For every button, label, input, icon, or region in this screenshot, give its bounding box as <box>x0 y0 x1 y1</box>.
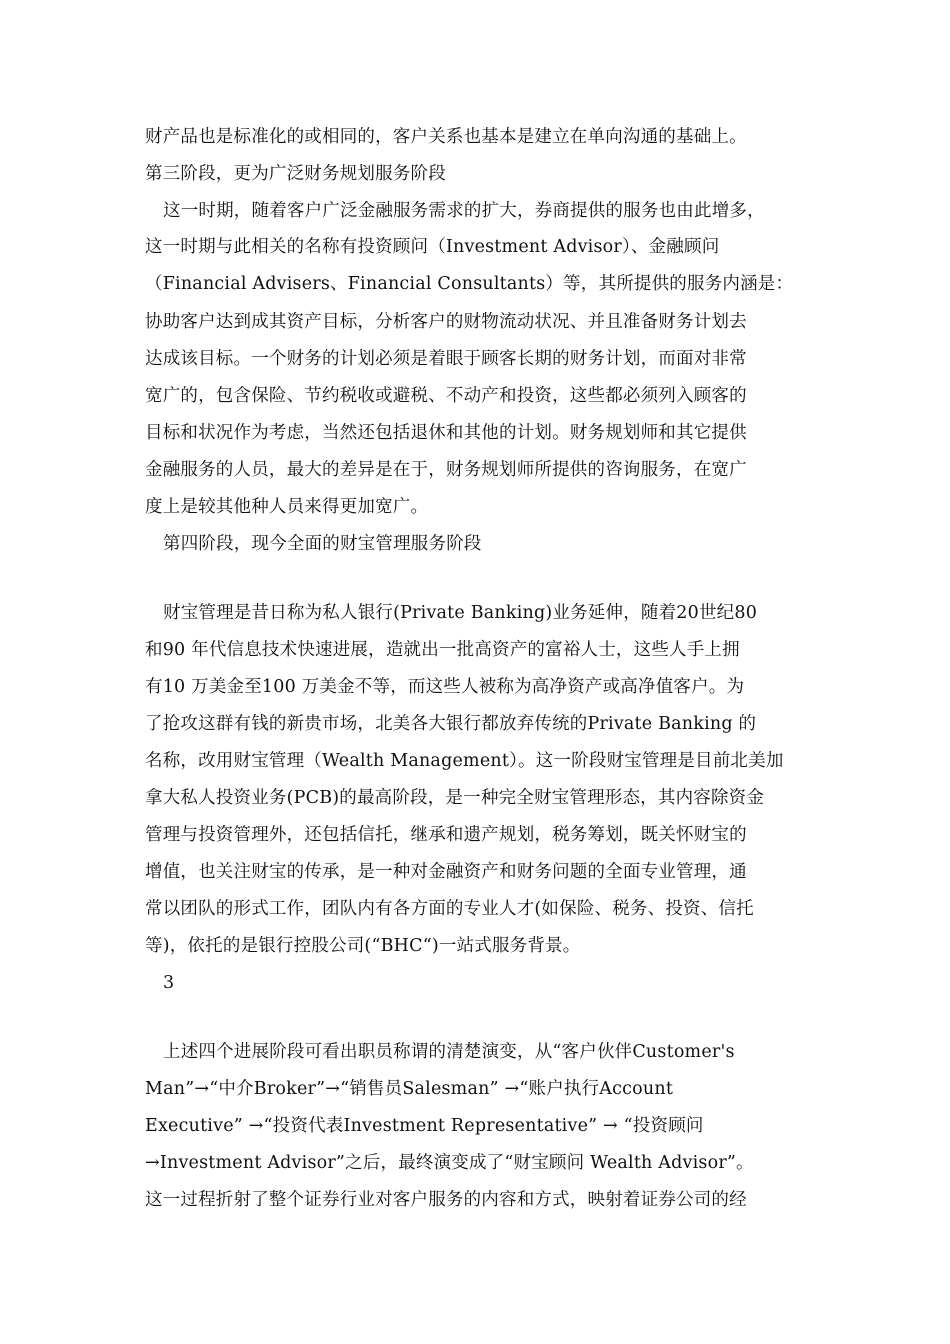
text-line: 拿大私人投资业务(PCB)的最高阶段，是一种完全财宝管理形态，其内容除资金 <box>145 788 765 808</box>
text-line: 这一时期与此相关的名称有投资顾问（Investment Advisor）、金融顾问 <box>145 237 720 257</box>
text-line: 名称，改用财宝管理（Wealth Management）。这一阶段财宝管理是目前北美加 <box>145 751 784 771</box>
text-line: Executive” →“投资代表Investment Representative” → “投资顾问 <box>145 1116 704 1136</box>
text-line: 管理与投资管理外，还包括信托，继承和遗产规划，税务筹划，既关怀财宝的 <box>145 825 747 845</box>
text-line: 目标和状况作为考虑，当然还包括退休和其他的计划。财务规划师和其它提供 <box>145 423 747 443</box>
text-line: 有10 万美金至100 万美金不等，而这些人被称为高净资产或高净值客户。为 <box>145 677 745 697</box>
text-line: 上述四个进展阶段可看出职员称谓的清楚演变，从“客户伙伴Customer's <box>163 1042 735 1062</box>
text-line: 这一时期，随着客户广泛金融服务需求的扩大，券商提供的服务也由此增多， <box>163 201 765 221</box>
text-line: 度上是较其他种人员来得更加宽广。 <box>145 497 429 517</box>
text-line: 达成该目标。一个财务的计划必须是着眼于顾客长期的财务计划，而面对非常 <box>145 349 747 369</box>
section-heading: 第四阶段，现今全面的财宝管理服务阶段 <box>163 534 482 554</box>
text-line: 宽广的，包含保险、节约税收或避税、不动产和投资，这些都必须列入顾客的 <box>145 386 747 406</box>
text-line: 常以团队的形式工作，团队内有各方面的专业人才(如保险、税务、投资、信托 <box>145 899 754 919</box>
text-line: 这一过程折射了整个证券行业对客户服务的内容和方式，映射着证券公司的经 <box>145 1190 747 1210</box>
text-line: （Financial Advisers、Financial Consultants）等，其所提供的服务内涵是： <box>145 274 794 294</box>
text-line: 财宝管理是昔日称为私人银行(Private Banking)业务延伸，随着20世纪80 <box>163 603 758 623</box>
text-line: 和90 年代信息技术快速进展，造就出一批高资产的富裕人士，这些人手上拥 <box>145 640 740 660</box>
text-line: 增值，也关注财宝的传承，是一种对金融资产和财务问题的全面专业管理，通 <box>145 862 747 882</box>
text-line: Man”→“中介Broker”→“销售员Salesman” →“账户执行Account <box>145 1079 674 1099</box>
text-line: 等)，依托的是银行控股公司(“BHC“)一站式服务背景。 <box>145 936 581 956</box>
section-heading: 第三阶段，更为广泛财务规划服务阶段 <box>145 164 446 184</box>
text-line: →Investment Advisor”之后，最终演变成了“财宝顾问 Wealth Advisor”。 <box>145 1153 754 1173</box>
text-line: 了抢攻这群有钱的新贵市场，北美各大银行都放弃传统的Private Banking 的 <box>145 714 757 734</box>
text-line: 协助客户达到成其资产目标，分析客户的财物流动状况、并且准备财务计划去 <box>145 312 747 332</box>
text-line: 财产品也是标准化的或相同的，客户关系也基本是建立在单向沟通的基础上。 <box>145 127 747 147</box>
page-number: 3 <box>163 973 175 993</box>
text-line: 金融服务的人员，最大的差异是在于，财务规划师所提供的咨询服务，在宽广 <box>145 460 747 480</box>
